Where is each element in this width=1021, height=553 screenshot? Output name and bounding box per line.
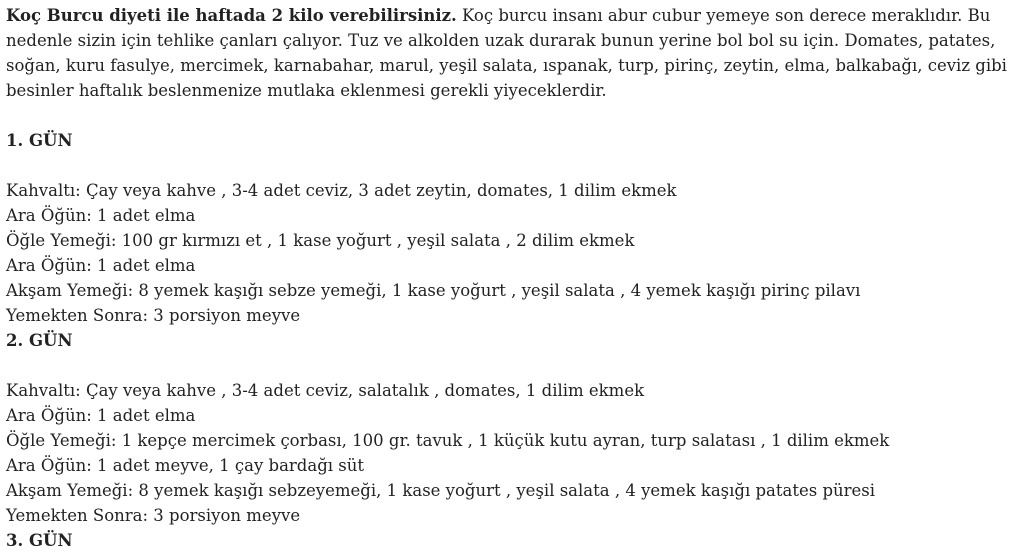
day-1-heading: 1. GÜN (6, 131, 73, 150)
meal-breakfast: Kahvaltı: Çay veya kahve , 3-4 adet ceviz, salatalık , domates, 1 dilim ekmek (6, 381, 645, 400)
article-body (6, 3, 1018, 550)
intro-headline: Koç Burcu diyeti ile haftada 2 kilo verebilirsiniz. (6, 6, 457, 25)
meal-after-dinner: Yemekten Sonra: 3 porsiyon meyve (6, 306, 301, 325)
day-2-meals (6, 378, 1018, 528)
day-2-heading: 2. GÜN (6, 331, 73, 350)
meal-dinner: Akşam Yemeği: 8 yemek kaşığı sebze yemeği, 1 kase yoğurt , yeşil salata , 4 yemek kaşığı pirinç pilavı (6, 281, 861, 300)
spacer (6, 153, 1018, 178)
intro-text: Koç burcu insanı abur cubur yemeye son derece meraklıdır. Bu nedenle sizin için tehlike çanları çalıyor. Tuz ve alkolden uzak durarak bunun yerine bol bol su için. Domates, patates, soğan, kuru fasulye, mercimek, karnabahar, marul, yeşil salata, ıspanak, turp, pirinç, zeytin, elma, balkabağı, ceviz gibi besinler haftalık beslenmenize mutlaka eklenmesi gerekli yiyeceklerdir. (6, 6, 1007, 100)
meal-lunch: Öğle Yemeği: 1 kepçe mercimek çorbası, 100 gr. tavuk , 1 küçük kutu ayran, turp salatası , 1 dilim ekmek (6, 431, 890, 450)
meal-dinner: Akşam Yemeği: 8 yemek kaşığı sebzeyemeği, 1 kase yoğurt , yeşil salata , 4 yemek kaşığı patates püresi (6, 481, 876, 500)
meal-breakfast: Kahvaltı: Çay veya kahve , 3-4 adet ceviz, 3 adet zeytin, domates, 1 dilim ekmek (6, 181, 677, 200)
intro-paragraph (6, 3, 1018, 103)
meal-lunch: Öğle Yemeği: 100 gr kırmızı et , 1 kase yoğurt , yeşil salata , 2 dilim ekmek (6, 231, 635, 250)
meal-snack: Ara Öğün: 1 adet elma (6, 406, 196, 425)
meal-after-dinner: Yemekten Sonra: 3 porsiyon meyve (6, 506, 301, 525)
meal-snack: Ara Öğün: 1 adet elma (6, 206, 196, 225)
meal-snack: Ara Öğün: 1 adet elma (6, 256, 196, 275)
day-3-heading: 3. GÜN (6, 531, 73, 550)
meal-snack: Ara Öğün: 1 adet meyve, 1 çay bardağı süt (6, 456, 365, 475)
spacer (6, 353, 1018, 378)
spacer (6, 103, 1018, 128)
day-1-meals (6, 178, 1018, 328)
